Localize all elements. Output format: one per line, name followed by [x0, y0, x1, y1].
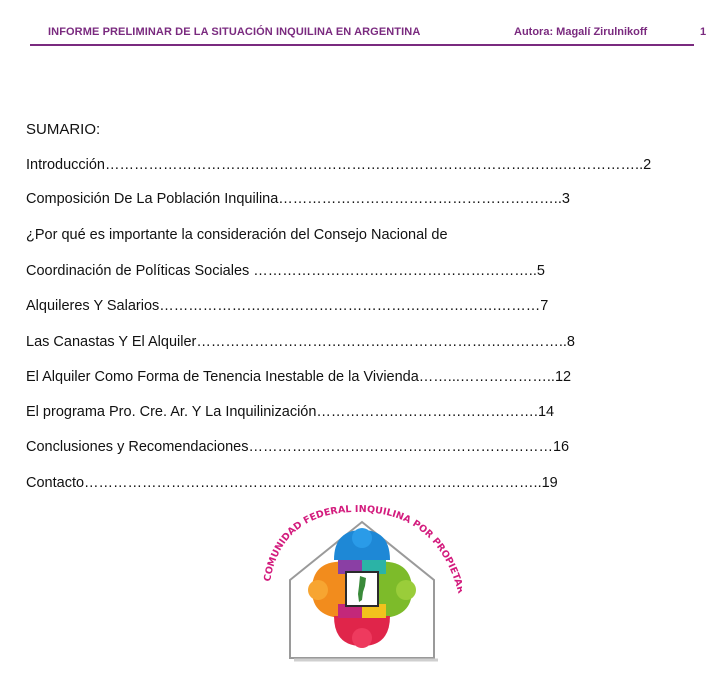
toc-entry-canastas[interactable]: Las Canastas Y El Alquiler…………………………………………………………………..8 [26, 334, 575, 350]
page-header [30, 22, 707, 46]
logo-arc-text: COMUNIDAD FEDERAL INQUILINA POR PROPIET [262, 503, 462, 583]
toc-entry-consejo-line1[interactable]: ¿Por qué es importante la consideración del Consejo Nacional de [26, 227, 448, 243]
toc-entry-contacto[interactable]: Contacto…………………………………………………………………………………..19 [26, 475, 558, 491]
toc-entry-procrear[interactable]: El programa Pro. Cre. Ar. Y La Inquilinización……………………………………….14 [26, 404, 555, 420]
toc-entry-conclusiones[interactable]: Conclusiones y Recomendaciones………………………………………………………16 [26, 439, 570, 455]
toc-entry-consejo-line2[interactable]: Coordinación de Políticas Sociales …………………………………………………..5 [26, 263, 545, 279]
summary-heading: SUMARIO: [26, 121, 101, 138]
toc-entry-introduccion[interactable]: Introducción…………………………………………………………………………………..……………..2 [26, 157, 652, 173]
toc-entry-alquileres-salarios[interactable]: Alquileres Y Salarios…………………………………………………………….………7 [26, 298, 549, 314]
organization-logo [262, 500, 462, 670]
header-page-number: 1 [700, 26, 707, 38]
logo-graphic [262, 500, 462, 670]
toc-entry-tenencia[interactable]: El Alquiler Como Forma de Tenencia Inestable de la Vivienda……...………………..12 [26, 369, 572, 385]
header-author: Autora: Magalí Zirulnikoff [514, 26, 648, 38]
toc-entry-composicion[interactable]: Composición De La Población Inquilina…………………………………………………..3 [26, 191, 570, 207]
header-title: INFORME PRELIMINAR DE LA SITUACIÓN INQUILINA EN ARGENTINA [48, 26, 421, 38]
